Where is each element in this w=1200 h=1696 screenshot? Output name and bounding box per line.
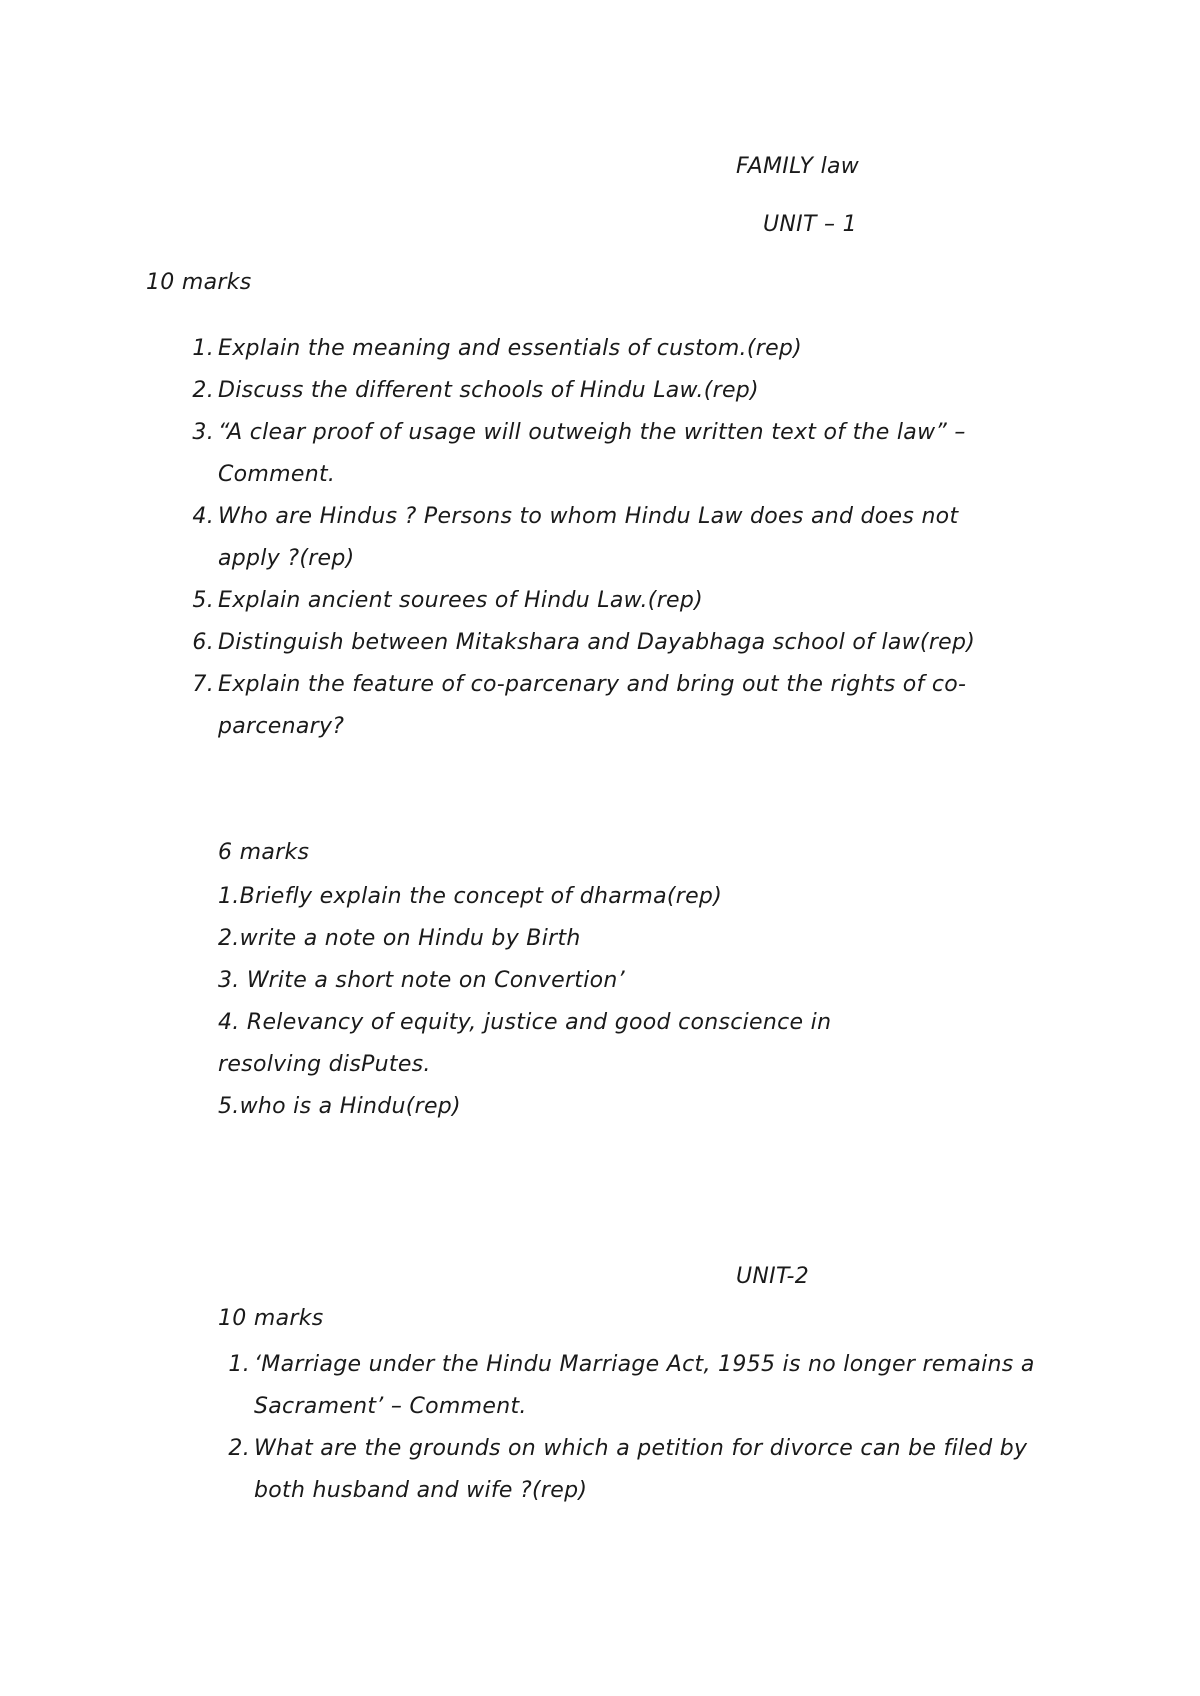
question-text: Distinguish between Mitakshara and Dayabhaga school of law(rep) <box>218 630 976 655</box>
unit-1-heading: UNIT – 1 <box>763 212 857 237</box>
question-number: 1. <box>228 1352 250 1377</box>
question-text: Discuss the different schools of Hindu Law.(rep) <box>218 378 759 403</box>
list-item: 1.Briefly explain the concept of dharma(rep) <box>218 884 723 909</box>
list-item: 2.write a note on Hindu by Birth <box>218 926 581 951</box>
question-text: What are the grounds on which a petition for divorce can be filed by both husband and wife ?(rep) <box>254 1436 1028 1503</box>
question-text: Explain the meaning and essentials of custom.(rep) <box>218 336 803 361</box>
list-item <box>216 1428 1066 1512</box>
question-number: 4. <box>192 504 214 529</box>
list-item: 5.who is a Hindu(rep) <box>218 1094 461 1119</box>
question-text: ‘Marriage under the Hindu Marriage Act, 1955 is no longer remains a Sacrament’ – Comment. <box>254 1352 1035 1419</box>
unit-2-heading: UNIT-2 <box>736 1264 810 1289</box>
unit-1-10-marks-heading: 10 marks <box>146 270 252 295</box>
list-item <box>180 412 1010 496</box>
question-text: Who are Hindus ? Persons to whom Hindu Law does and does not apply ?(rep) <box>218 504 959 571</box>
unit-1-6-marks-heading: 6 marks <box>218 840 310 865</box>
document-title: FAMILY law <box>736 154 860 179</box>
question-number: 1. <box>192 336 214 361</box>
question-number: 2. <box>228 1436 250 1461</box>
unit-2-10-marks-heading: 10 marks <box>218 1306 324 1331</box>
question-number: 5. <box>192 588 214 613</box>
list-item: 3. Write a short note on Convertion’ <box>218 968 625 993</box>
question-text: Explain the feature of co-parcenary and bring out the rights of co-parcenary? <box>218 672 967 739</box>
list-item <box>216 1344 1066 1428</box>
list-item <box>180 664 1010 748</box>
list-item <box>180 328 1010 370</box>
question-text: Explain ancient sourees of Hindu Law.(rep) <box>218 588 704 613</box>
question-number: 7. <box>192 672 214 697</box>
question-number: 2. <box>192 378 214 403</box>
list-item <box>180 622 1010 664</box>
question-number: 6. <box>192 630 214 655</box>
question-number: 3. <box>192 420 214 445</box>
question-text: “A clear proof of usage will outweigh the written text of the law” – Comment. <box>218 420 966 487</box>
list-item: 4. Relevancy of equity, justice and good conscience in resolving disPutes. <box>218 1010 832 1077</box>
list-item <box>180 496 1010 580</box>
list-item <box>180 370 1010 412</box>
list-item <box>180 580 1010 622</box>
